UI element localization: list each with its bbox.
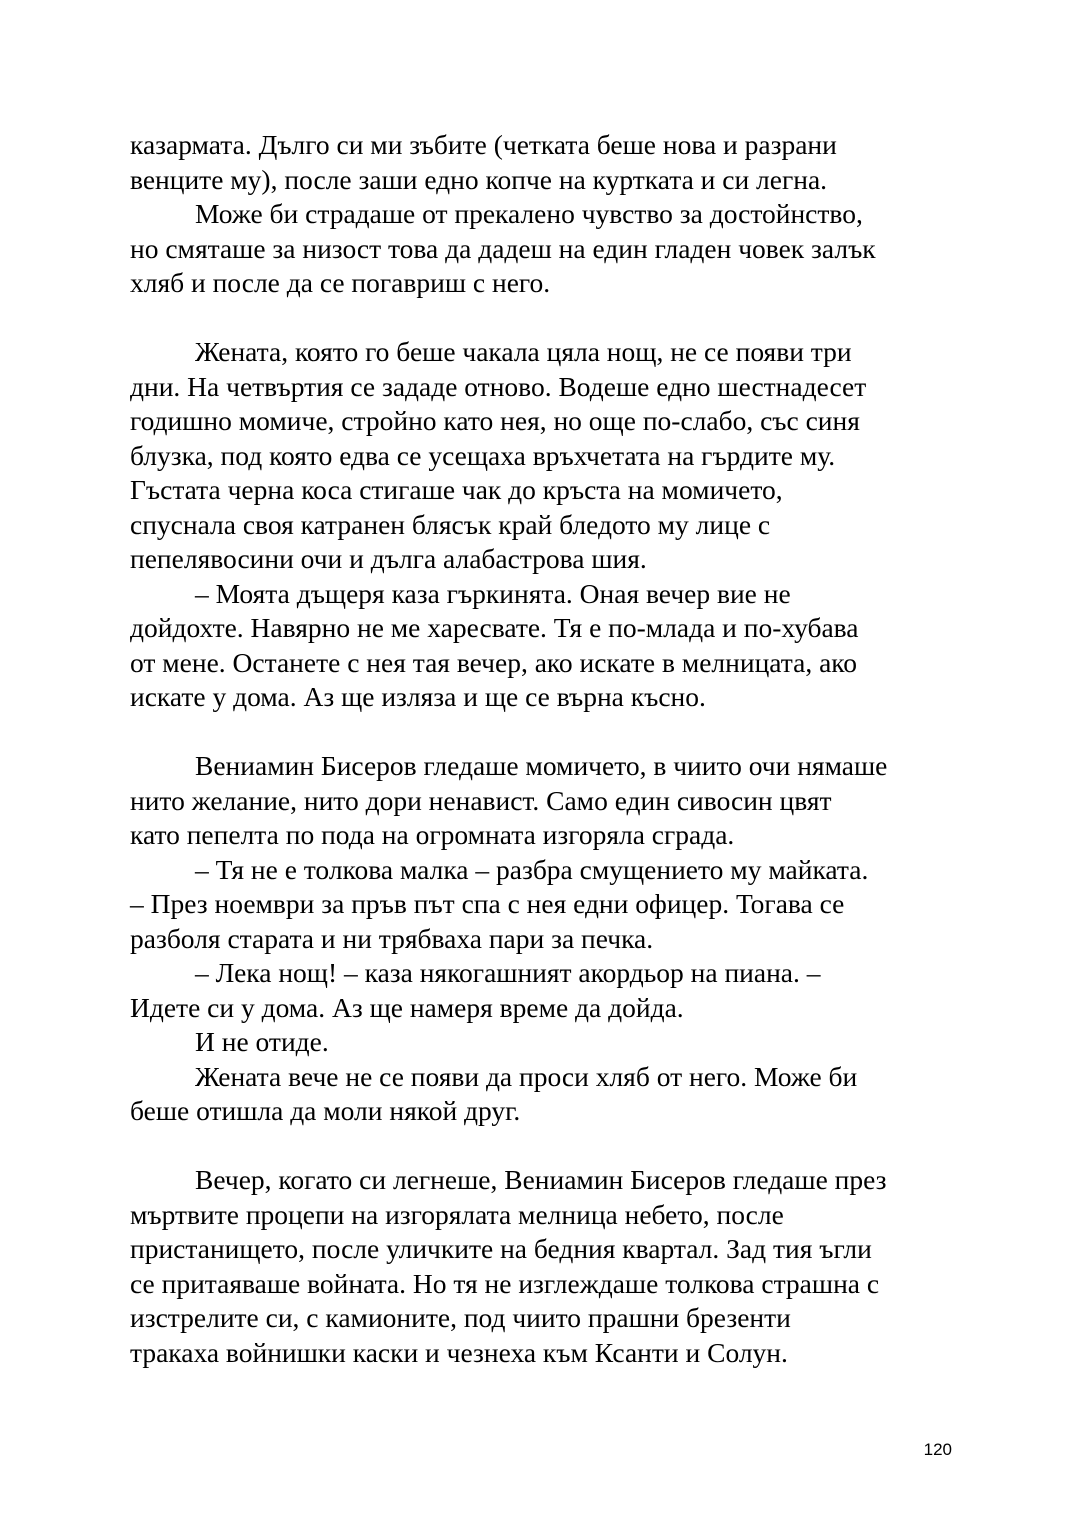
- text-line: мъртвите процепи на изгорялата мелница небето, после: [130, 1198, 784, 1230]
- body-text: [130, 128, 960, 1370]
- text-line: хляб и после да се погавриш с него.: [130, 267, 551, 298]
- paragraph-start-line: Може би страдаше от прекалено чувство за достойнство,: [195, 198, 863, 229]
- text-line: спуснала своя катранен блясък край бледото му лице с: [130, 508, 771, 540]
- text-line: нито желание, нито дори ненавист. Само един сивосин цвят: [130, 784, 832, 816]
- paragraph-start-line: – Лека нощ! – каза някогашният акордьор на пиана. –: [195, 957, 821, 988]
- text-line: годишно момиче, стройно като нея, но още по-слабо, със синя: [130, 405, 860, 436]
- text-line: тракаха войнишки каски и чезнеха към Ксанти и Солун.: [130, 1336, 788, 1368]
- text-line: се притаяваше войната. Но тя не изглеждаше толкова страшна с: [130, 1267, 880, 1299]
- text-line: беше отишла да моли някой друг.: [130, 1095, 521, 1126]
- blank-line: [130, 1129, 960, 1164]
- paragraph-start-line: И не отиде.: [195, 1026, 329, 1057]
- text-line: пепелявосини очи и дълга алабастрова шия.: [130, 543, 647, 574]
- paragraph-start-line: Жената, която го беше чакала цяла нощ, не се появи три: [195, 336, 852, 367]
- text-line: казармата. Дълго си ми зъбите (четката беше нова и разрани: [130, 129, 837, 160]
- text-line: – През ноември за пръв път спа с нея едни офицер. Тогава се: [130, 888, 845, 919]
- text-line: блузка, под която едва се усещаха връхчетата на гърдите му.: [130, 439, 836, 471]
- text-line: Идете си у дома. Аз ще намеря време да дойда.: [130, 991, 684, 1023]
- blank-line: [130, 715, 960, 750]
- text-line: дни. На четвъртия се зададе отново. Водеше едно шестнадесет: [130, 370, 867, 402]
- text-line: изстрелите си, с камионите, под чиито прашни брезенти: [130, 1302, 791, 1333]
- text-line: но смяташе за низост това да дадеш на един гладен човек залък: [130, 232, 876, 264]
- text-line: дойдохте. Навярно не ме харесвате. Тя е по-млада и по-хубава: [130, 612, 859, 643]
- paragraph-start-line: Вечер, когато си легнеше, Вениамин Бисеров гледаше през: [195, 1164, 887, 1195]
- paragraph-start-line: Вениамин Бисеров гледаше момичето, в чиито очи нямаше: [195, 750, 888, 781]
- text-line: от мене. Останете с нея тая вечер, ако искате в мелницата, ако: [130, 646, 858, 678]
- paragraph-start-line: – Моята дъщеря каза гъркинята. Оная вечер вие не: [195, 577, 791, 609]
- blank-line: [130, 301, 960, 336]
- paragraph-start-line: Жената вече не се появи да проси хляб от него. Може би: [195, 1060, 858, 1092]
- text-line: като пепелта по пода на огромната изгоряла сграда.: [130, 819, 735, 850]
- text-line: Гъстата черна коса стигаше чак до кръста на момичето,: [130, 474, 783, 505]
- text-line: венците му), после заши едно копче на куртката и си легна.: [130, 163, 828, 195]
- text-line: искате у дома. Аз ще изляза и ще се върна късно.: [130, 681, 706, 712]
- text-line: пристанището, после уличките на бедния квартал. Зад тия ъгли: [130, 1233, 872, 1264]
- page-number: 120: [923, 1440, 952, 1459]
- text-line: разболя старата и ни трябваха пари за печка.: [130, 922, 654, 954]
- paragraph-start-line: – Тя не е толкова малка – разбра смущението му майката.: [195, 853, 869, 885]
